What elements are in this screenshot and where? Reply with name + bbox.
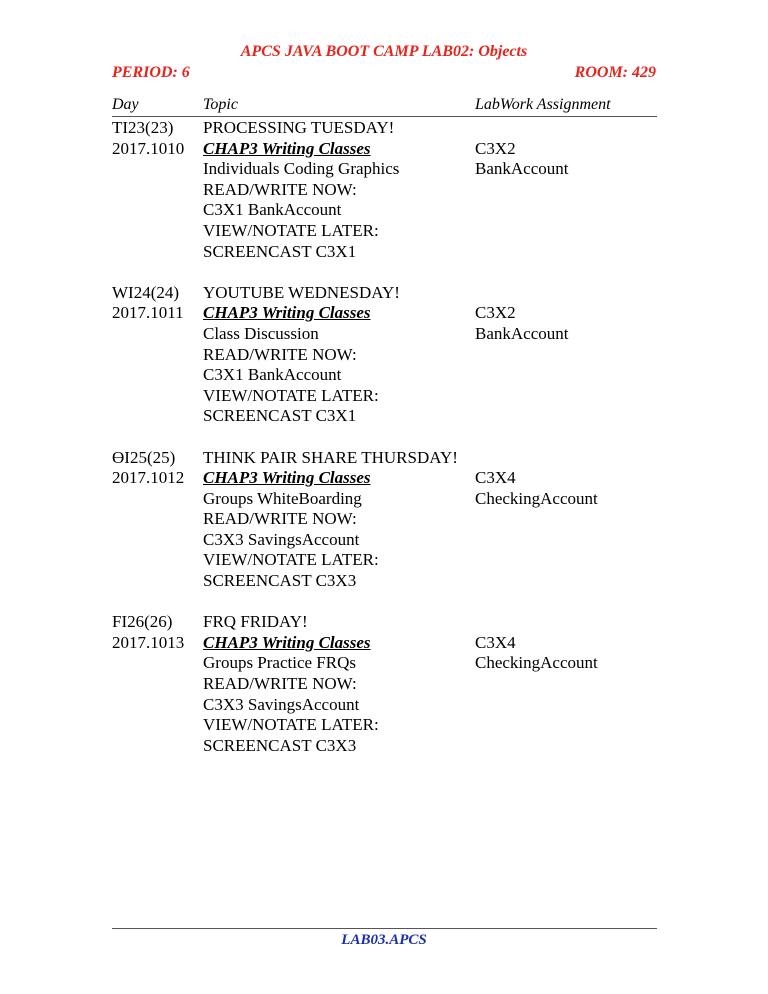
read-item: C3X1 BankAccount: [203, 200, 342, 220]
day-theme: YOUTUBE WEDNESDAY!: [203, 282, 400, 302]
read-item: C3X1 BankAccount: [203, 365, 342, 385]
view-item: SCREENCAST C3X1: [203, 241, 357, 261]
chapter-title: CHAP3 Writing Classes: [203, 632, 371, 652]
view-label: VIEW/NOTATE LATER:: [203, 385, 379, 405]
room-label: ROOM: 429: [574, 64, 656, 81]
lab-name: CheckingAccount: [475, 488, 598, 508]
column-header-labwork: LabWork Assignment: [475, 96, 611, 113]
activity: Class Discussion: [203, 323, 319, 343]
day-theme: THINK PAIR SHARE THURSDAY!: [203, 447, 458, 467]
chapter-title: CHAP3 Writing Classes: [203, 303, 371, 323]
day-code: FI26(26): [112, 612, 173, 632]
read-label: READ/WRITE NOW:: [203, 179, 357, 199]
entry-date: 2017.1012: [112, 468, 185, 488]
entry-date: 2017.1013: [112, 632, 185, 652]
lab-code: C3X2: [475, 138, 516, 158]
schedule-entries: [112, 118, 657, 777]
entry-date: 2017.1011: [112, 303, 184, 323]
lab-name: CheckingAccount: [475, 653, 598, 673]
entry-date: 2017.1010: [112, 138, 185, 158]
day-code: ϴI25(25): [112, 447, 176, 467]
read-label: READ/WRITE NOW:: [203, 344, 357, 364]
chapter-title: CHAP3 Writing Classes: [203, 138, 371, 158]
view-label: VIEW/NOTATE LATER:: [203, 715, 379, 735]
read-label: READ/WRITE NOW:: [203, 509, 357, 529]
view-label: VIEW/NOTATE LATER:: [203, 550, 379, 570]
day-theme: PROCESSING TUESDAY!: [203, 118, 395, 137]
schedule-entry: [112, 118, 657, 262]
lab-name: BankAccount: [475, 323, 569, 343]
lab-name: BankAccount: [475, 159, 569, 179]
column-header-day: Day: [112, 96, 139, 113]
footer-rule: [112, 928, 657, 929]
schedule-entry: [112, 448, 657, 592]
day-code: TI23(23): [112, 118, 174, 137]
view-item: SCREENCAST C3X1: [203, 406, 357, 426]
read-label: READ/WRITE NOW:: [203, 674, 357, 694]
header-rule: [112, 116, 657, 117]
lab-code: C3X4: [475, 632, 516, 652]
period-label: PERIOD: 6: [112, 64, 190, 81]
day-theme: FRQ FRIDAY!: [203, 612, 308, 632]
read-item: C3X3 SavingsAccount: [203, 529, 360, 549]
footer-label: LAB03.APCS: [341, 932, 427, 948]
chapter-title: CHAP3 Writing Classes: [203, 468, 371, 488]
activity: Groups WhiteBoarding: [203, 488, 362, 508]
schedule-entry: [112, 612, 657, 756]
lab-code: C3X4: [475, 468, 516, 488]
lab-code: C3X2: [475, 303, 516, 323]
activity: Individuals Coding Graphics: [203, 159, 400, 179]
activity: Groups Practice FRQs: [203, 653, 356, 673]
view-label: VIEW/NOTATE LATER:: [203, 220, 379, 240]
day-code: WI24(24): [112, 282, 180, 302]
document-title: APCS JAVA BOOT CAMP LAB02: Objects: [240, 43, 528, 60]
schedule-entry: [112, 283, 657, 427]
view-item: SCREENCAST C3X3: [203, 735, 357, 755]
view-item: SCREENCAST C3X3: [203, 571, 357, 591]
column-header-topic: Topic: [203, 96, 238, 113]
read-item: C3X3 SavingsAccount: [203, 694, 360, 714]
